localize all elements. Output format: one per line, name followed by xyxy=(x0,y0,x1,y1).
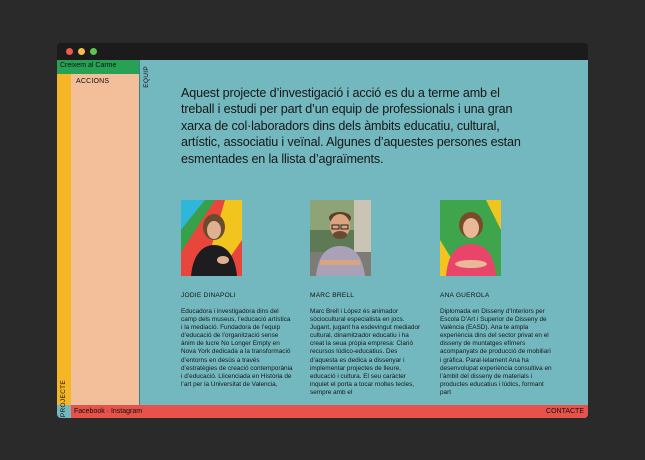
team-member-bio: Educadora i investigadora dins del camp dels museus, l’educació artística i la mediació. Fundadora de l’equip d’educació de l’organització sense ànim de lucre No Longer Empty en Nova York dedicada a la transformació d’entorns en desús a través d’estratègies de creació contemporània i d’educació. Llicenciada en Història de l’art per la Universitat de Valencia, xyxy=(181,308,293,388)
team-member-card xyxy=(440,200,552,396)
web-page xyxy=(57,60,588,418)
nav-accions-link[interactable]: ACCIONS xyxy=(76,78,110,85)
team-member-photo xyxy=(310,200,371,276)
nav-equip-link[interactable]: EQUIP xyxy=(143,66,150,88)
projecte-column[interactable] xyxy=(57,60,71,405)
intro-paragraph: Aquest projecte d’investigació i acció es du a terme amb el treball i estudi per part d’un equip de professionals i una gran xarxa de col·laboradors dins dels àmbits educatiu, cultural, artístic, associatiu i veïnal. Algunes d’aquestes persones estan esmentades en la llista d’agraïments. xyxy=(181,86,521,166)
equip-column[interactable] xyxy=(139,60,151,405)
close-window-button[interactable] xyxy=(66,48,73,55)
team-member-card xyxy=(310,200,422,396)
social-links[interactable]: Facebook · Instagram xyxy=(74,408,143,415)
team-member-card xyxy=(181,200,293,388)
team-member-photo xyxy=(440,200,501,276)
nav-projecte-link[interactable]: PROJECTE xyxy=(60,380,67,418)
team-member-name: JODIE DINAPOLI xyxy=(181,292,236,299)
accions-column[interactable] xyxy=(71,60,139,405)
team-member-name: MARC BRELL xyxy=(310,292,355,299)
browser-window xyxy=(57,43,588,418)
maximize-window-button[interactable] xyxy=(90,48,97,55)
minimize-window-button[interactable] xyxy=(78,48,85,55)
footer-bar xyxy=(71,405,588,418)
team-member-photo xyxy=(181,200,242,276)
home-link-label: Creixem al Carme xyxy=(60,62,117,69)
home-link[interactable] xyxy=(57,60,139,74)
team-member-bio: Marc Brell i López és animador sòciocultural especialista en jocs. Jugant, jugant ha esdevingut mediador cultural, dinamitzador educatiu i ha creat la seua pròpia empresa: Clarió recursos lúdico-educatius. Des d’aquesta es dedica a dissenyar i implementar projectes de lleure, educació i cultura. El seu caràcter inquiet el porta a tocar moltes tecles, sempre amb el xyxy=(310,308,421,396)
window-titlebar xyxy=(57,43,588,60)
contact-link[interactable]: CONTACTE xyxy=(546,408,584,415)
team-member-name: ANA GUEROLA xyxy=(440,292,490,299)
team-member-bio: Diplomada en Disseny d’Interiors per Escola D’Art i Superior de Disseny de València (EASD). Ana te ampla experiència dins del sector privat en el disseny de muntatges efímers acompanyats de producció de mobiliari i gràfica. Paral·lelament Ana ha desenvolupat experiència consultiva en l’àmbit del disseny de materials i productes educatius i lúdics, formant part xyxy=(440,308,552,396)
